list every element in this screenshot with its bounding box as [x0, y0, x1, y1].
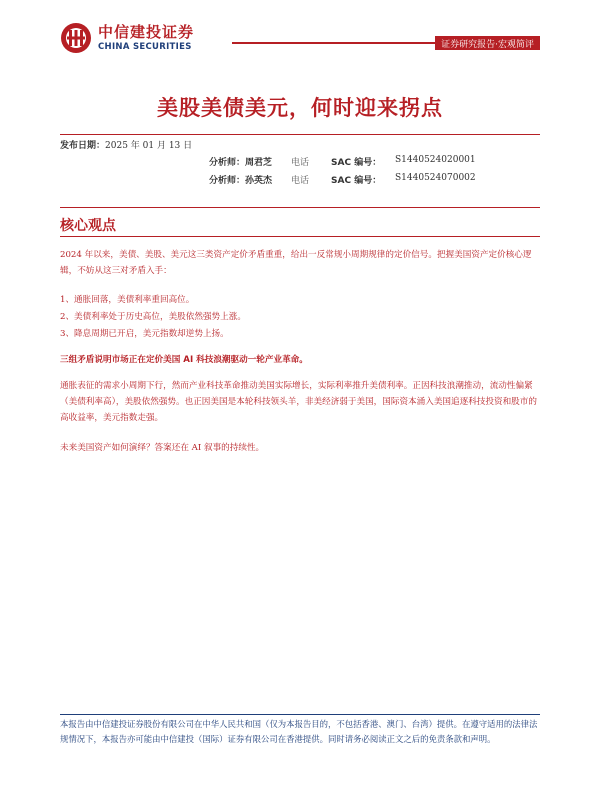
analyst-label: 分析师：: [209, 176, 246, 186]
analyst-name: 周君芝: [245, 158, 273, 168]
section-divider: [60, 236, 540, 237]
analyst-sac-number: S1440524070002: [395, 173, 476, 183]
body-paragraph: 通胀表征的需求小周期下行，然而产业科技革命推动美国实际增长，实际利率推升美债利率。正因科技浪潮推动，流动性偏紧（美债利率高），美股依然强势。也正因美国是本轮科技领头羊，非美经济弱于美国，国际资本涌入美国追逐科技投资和股市的高收益率，美元指数走强。: [60, 381, 537, 423]
key-statement: 三组矛盾说明市场正在定价美国 AI 科技浪潮驱动一轮产业革命。: [60, 355, 308, 365]
analyst-sac-number: S1440524020001: [395, 155, 476, 165]
report-title: 美股美债美元，何时迎来拐点: [157, 96, 443, 120]
analyst-row: [209, 155, 476, 168]
closing-paragraph: 未来美国资产如何演绎？答案还在 AI 叙事的持续性。: [60, 443, 265, 453]
company-logo: [60, 20, 194, 56]
report-type-badge: [435, 36, 540, 50]
publish-date-label: 发布日期：: [60, 141, 106, 151]
title-divider: [60, 134, 540, 135]
publish-date-value: 2025 年 01 月 13 日: [105, 141, 193, 151]
analyst-sac-label: SAC 编号：: [331, 176, 382, 186]
key-point-item: 2、美债利率处于历史高位，美股依然强势上涨。: [60, 312, 246, 322]
footer-divider: [60, 714, 540, 715]
analyst-row: [209, 173, 476, 186]
key-point-item: 1、通胀回落，美债利率重回高位。: [60, 295, 195, 305]
company-logo-icon: [60, 22, 92, 54]
publish-date: [60, 138, 192, 151]
header-rule: [232, 42, 462, 44]
logo-name-cn: 中信建投证券: [98, 22, 195, 41]
report-type-label: 证券研究报告·宏观简评: [441, 39, 534, 50]
analyst-name: 孙英杰: [245, 176, 273, 186]
footer-disclaimer: 本报告由中信建投证券股份有限公司在中华人民共和国（仅为本报告目的，不包括香港、澳门、台湾）提供。在遵守适用的法律法规情况下，本报告亦可能由中信建投（国际）证券有限公司在香港提供。同时请务必阅读正文之后的免责条款和声明。: [60, 719, 538, 744]
analyst-label: 分析师：: [209, 158, 246, 168]
intro-paragraph: 2024 年以来，美债、美股、美元这三类资产定价矛盾重重，给出一反常规小周期规律的定价信号。把握美国资产定价核心逻辑，不妨从这三对矛盾入手：: [60, 250, 532, 276]
analyst-sac-label: SAC 编号：: [331, 158, 382, 168]
logo-text: [98, 22, 195, 52]
logo-name-en: CHINA SECURITIES: [98, 41, 192, 52]
analyst-phone-label: 电话: [291, 176, 310, 186]
key-point-item: 3、降息周期已开启，美元指数却逆势上扬。: [60, 329, 229, 339]
meta-divider: [60, 207, 540, 208]
section-title: 核心观点: [60, 218, 116, 234]
analyst-phone-label: 电话: [291, 158, 310, 168]
